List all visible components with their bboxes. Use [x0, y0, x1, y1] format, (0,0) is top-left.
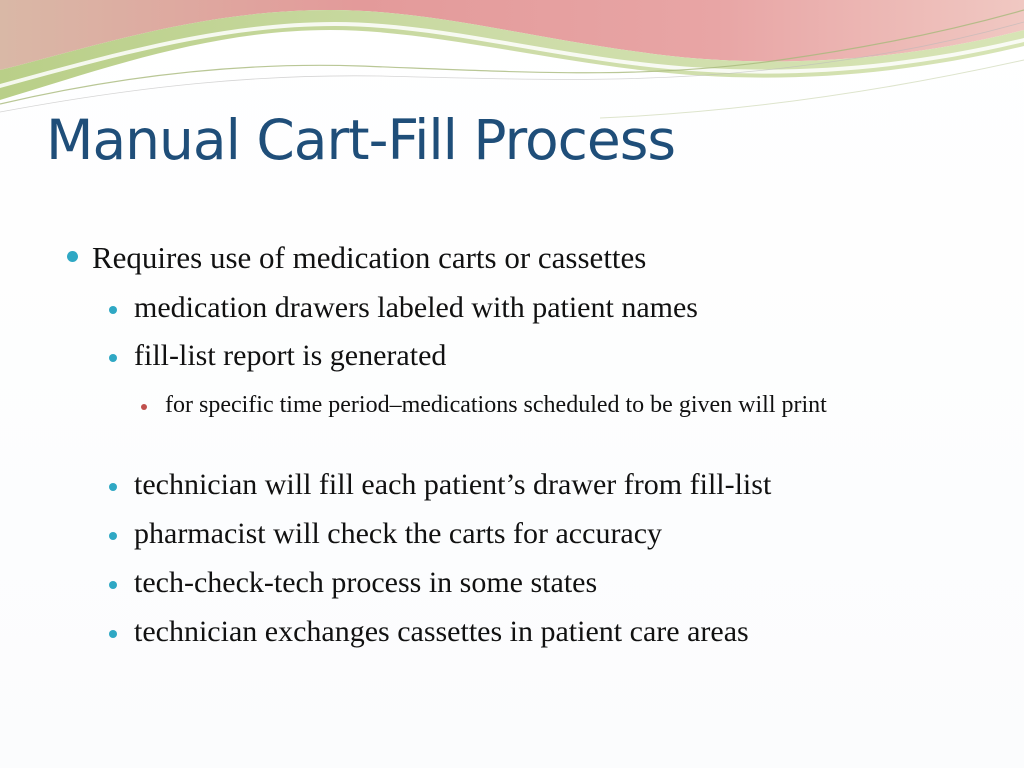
small-teal-dot-icon	[109, 581, 117, 589]
bullet-item-level2: fill-list report is generated	[134, 339, 447, 372]
bullet-item-level2: medication drawers labeled with patient names	[134, 291, 698, 324]
small-red-dot-icon	[141, 404, 147, 410]
bullet-item-level2: technician will fill each patient’s drawer from fill-list	[134, 468, 772, 501]
teal-dot-icon	[67, 251, 78, 262]
small-teal-dot-icon	[109, 354, 117, 362]
bullet-item-level1: Requires use of medication carts or cassettes	[92, 240, 647, 275]
small-teal-dot-icon	[109, 306, 117, 314]
bullet-item-level2: technician exchanges cassettes in patient care areas	[134, 615, 749, 648]
small-teal-dot-icon	[109, 532, 117, 540]
small-teal-dot-icon	[109, 483, 117, 491]
bullet-item-level3: for specific time period–medications scheduled to be given will print	[165, 392, 827, 418]
bullet-item-level2: tech-check-tech process in some states	[134, 566, 598, 599]
slide-title: Manual Cart-Fill Process	[46, 108, 676, 172]
small-teal-dot-icon	[109, 630, 117, 638]
bullet-item-level2: pharmacist will check the carts for accuracy	[134, 517, 663, 550]
